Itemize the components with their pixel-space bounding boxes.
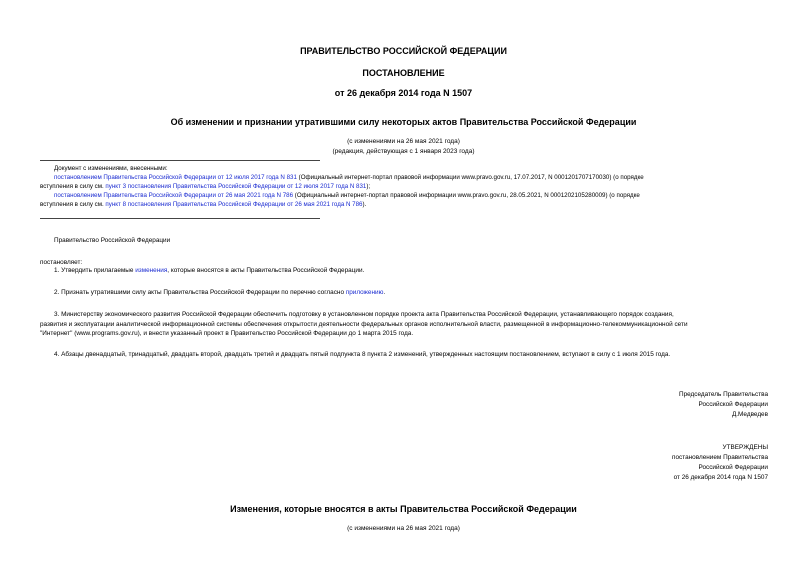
amendment-link-831[interactable]: постановлением Правительства Российской Федерации от 12 июля 2017 года N 831 — [54, 174, 297, 181]
clause-3-link[interactable]: пункт 3 постановления Правительства Российской Федерации от 12 июля 2017 года N 831 — [105, 183, 367, 190]
changes-item-2-cont — [40, 200, 768, 209]
changes-bottom-rule — [40, 218, 320, 219]
signature-block — [679, 390, 768, 420]
signature-position: Председатель Правительства — [679, 391, 768, 398]
edition-note: (редакция, действующая с 1 января 2023 года) — [332, 148, 475, 155]
paragraph-4: 4. Абзацы двенадцатый, тринадцатый, двадцать второй, двадцать третий и двадцать пятый подпункта 8 пункта 2 изменений, утвержденных настоящим постановлением, вступают в силу с 1 июля 2015 года. — [54, 351, 671, 358]
changes-item-2-text: (Официальный интернет-портал правовой информации www.pravo.gov.ru, 28.05.2021, N 0001202105280009) (о порядке — [293, 192, 640, 199]
approval-line-3: Российской Федерации — [698, 464, 768, 471]
approval-block — [672, 443, 768, 483]
changes-item-2-end: ). — [362, 201, 367, 208]
approval-line-2: постановлением Правительства — [672, 454, 768, 461]
clause-8-link[interactable]: пункт 8 постановления Правительства Российской Федерации от 26 мая 2021 года N 786 — [105, 201, 363, 208]
annex-title: Изменения, которые вносятся в акты Правительства Российской Федерации — [230, 504, 577, 514]
paragraph-3-line-3: "Интернет" (www.programs.gov.ru), и внести указанный проект в Правительство Российской Федерации до 1 марта 2015 года. — [40, 330, 414, 337]
document-title: Об изменении и признании утратившими силу некоторых актов Правительства Российской Федерации — [170, 117, 637, 127]
annex-amendments-note: (с изменениями на 26 мая 2021 года) — [347, 525, 460, 532]
changes-item-1 — [40, 173, 768, 182]
changes-intro: Документ с изменениями, внесенными: — [54, 165, 168, 172]
paragraph-3-line-2: развития и эксплуатации аналитической информационной системы обеспечения открытости деятельности федеральных органов исполнительной власти, размещенной в информационно-телекоммуникационной сети — [40, 320, 688, 328]
changes-link[interactable]: изменения — [135, 267, 168, 274]
changes-item-1-cont-text: вступления в силу см. — [40, 183, 106, 190]
paragraph-3-line-1: 3. Министерству экономического развития Российской Федерации обеспечить подготовку в установленном порядке проекта акта Правительства Российской Федерации, устанавливающего порядок создания, — [54, 311, 674, 318]
approval-heading: УТВЕРЖДЕНЫ — [722, 444, 768, 451]
paragraph-1-start: 1. Утвердить прилагаемые — [54, 267, 136, 274]
changes-item-1-text: (Официальный интернет-портал правовой информации www.pravo.gov.ru, 17.07.2017, N 0001201707170030) (о порядке — [296, 174, 644, 181]
approval-line-4: от 26 декабря 2014 года N 1507 — [673, 474, 768, 481]
government-heading: ПРАВИТЕЛЬСТВО РОССИЙСКОЙ ФЕДЕРАЦИИ — [300, 46, 507, 56]
changes-item-2 — [40, 191, 768, 200]
changes-box — [40, 164, 768, 209]
annex-link[interactable]: приложению — [345, 289, 384, 296]
resolves-line: постановляет: — [40, 259, 83, 266]
paragraph-3 — [40, 310, 768, 339]
paragraph-1 — [40, 266, 782, 276]
signature-organization: Российской Федерации — [698, 401, 768, 408]
amendment-link-786[interactable]: постановлением Правительства Российской Федерации от 26 мая 2021 года N 786 — [54, 192, 294, 199]
changes-item-1-cont — [40, 182, 768, 191]
paragraph-2-start: 2. Признать утратившими силу акты Правительства Российской Федерации по перечню согласно — [54, 289, 346, 296]
paragraph-2-end: . — [383, 289, 386, 296]
doc-type-heading: ПОСТАНОВЛЕНИЕ — [362, 68, 445, 78]
changes-item-2-cont-text: вступления в силу см. — [40, 201, 106, 208]
changes-top-rule — [40, 160, 320, 161]
subject-line: Правительство Российской Федерации — [54, 237, 171, 244]
paragraph-1-end: , которые вносятся в акты Правительства Российской Федерации. — [167, 267, 365, 274]
paragraph-2 — [40, 288, 782, 298]
amendments-note: (с изменениями на 26 мая 2021 года) — [347, 138, 460, 145]
changes-item-1-end: ); — [366, 183, 371, 190]
signature-name: Д.Медведев — [731, 411, 768, 418]
date-number: от 26 декабря 2014 года N 1507 — [334, 88, 473, 98]
